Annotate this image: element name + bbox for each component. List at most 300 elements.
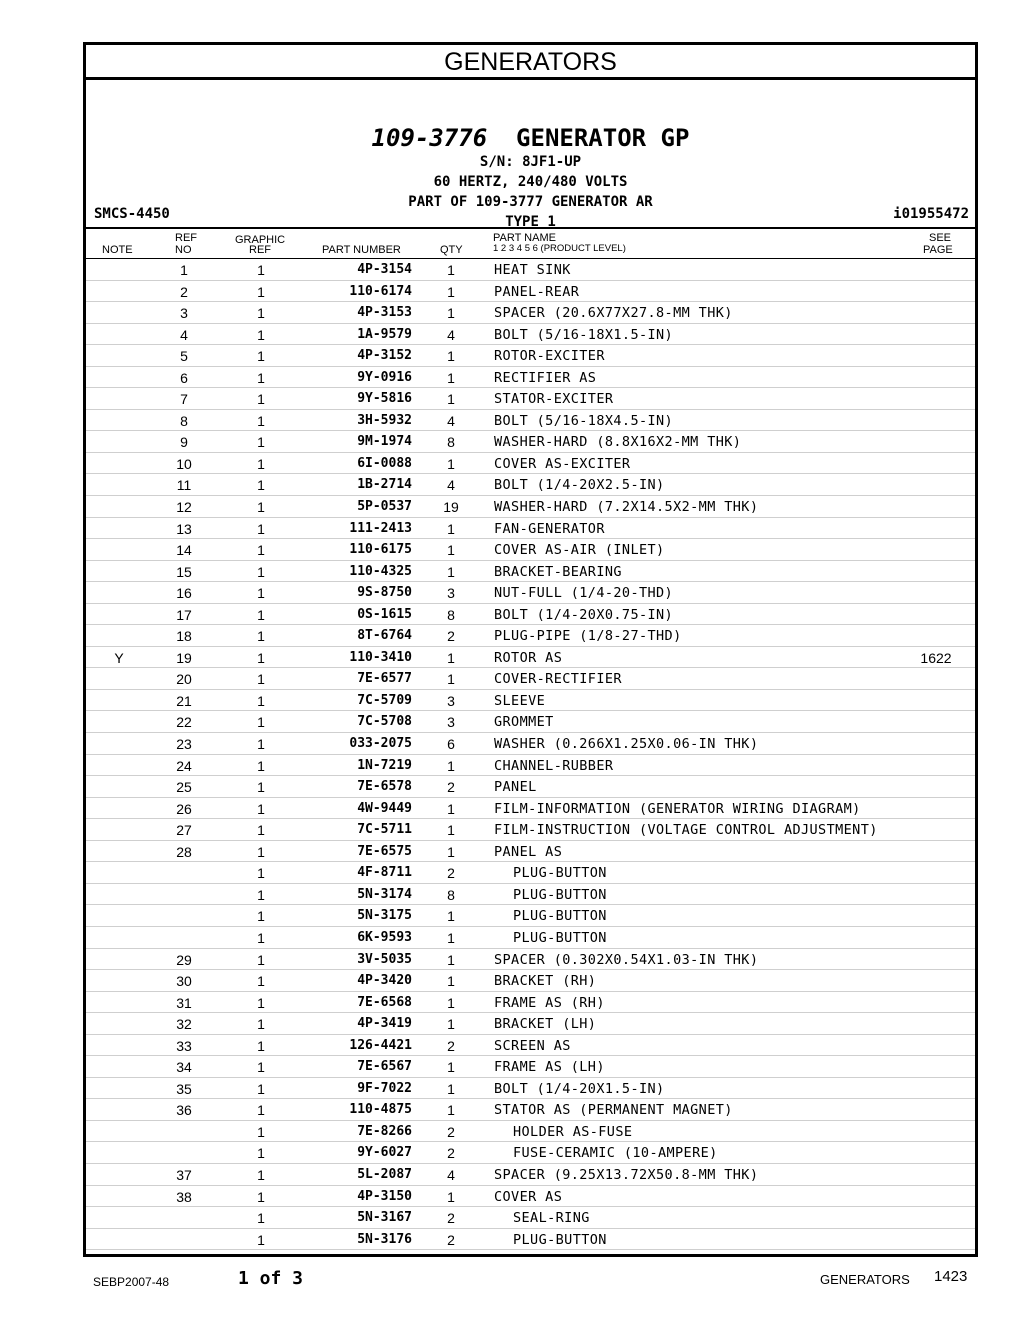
ref-no-cell: 22 [176, 714, 192, 731]
type-line: TYPE 1 [505, 214, 556, 230]
ref-no-cell: 37 [176, 1166, 192, 1183]
graphic-ref-cell: 1 [257, 736, 265, 753]
table-row [86, 604, 975, 626]
qty-cell: 1 [447, 283, 455, 300]
graphic-ref-cell: 1 [257, 1188, 265, 1205]
ref-no-cell: 28 [176, 843, 192, 860]
serial-number-line: S/N: 8JF1-UP [479, 154, 582, 170]
qty-cell: 1 [447, 391, 455, 408]
part-name-cell: BRACKET (LH) [494, 1016, 597, 1033]
qty-cell: 1 [447, 843, 455, 860]
table-row [86, 755, 975, 777]
part-number-cell: 7E-6578 [357, 779, 412, 795]
see-page-cell: 1622 [920, 649, 952, 666]
ref-no-cell: 25 [176, 779, 192, 796]
table-row [86, 1121, 975, 1143]
table-row [86, 496, 975, 518]
table-row [86, 1186, 975, 1208]
table-row [86, 410, 975, 432]
table-row [86, 819, 975, 841]
ref-no-cell: 34 [176, 1059, 192, 1076]
part-number-cell: 3H-5932 [357, 412, 412, 428]
ref-no-cell: 26 [176, 800, 192, 817]
part-number-cell: 6I-0088 [357, 455, 412, 471]
qty-cell: 1 [447, 563, 455, 580]
ref-no-cell: 18 [176, 628, 192, 645]
part-name-cell: STATOR-EXCITER [494, 391, 614, 408]
part-name-cell: FRAME AS (LH) [494, 1059, 605, 1076]
table-row [86, 1142, 975, 1164]
part-number-cell: 110-3410 [349, 649, 412, 665]
ref-no-cell: 31 [176, 994, 192, 1011]
ref-no-cell: 10 [176, 455, 192, 472]
graphic-ref-cell: 1 [257, 1210, 265, 1227]
publication-number: SEBP2007-48 [93, 1275, 170, 1289]
part-number-cell: 1B-2714 [357, 477, 412, 493]
part-name-cell: CHANNEL-RUBBER [494, 757, 614, 774]
table-row [86, 259, 975, 281]
graphic-ref-cell: 1 [257, 369, 265, 386]
table-row [86, 431, 975, 453]
part-name-cell: SPACER (20.6X77X27.8-MM THK) [494, 305, 733, 322]
part-name-cell: FRAME AS (RH) [494, 994, 605, 1011]
part-number-cell: 9Y-5816 [357, 391, 412, 407]
graphic-ref-cell: 1 [257, 649, 265, 666]
qty-cell: 2 [447, 628, 455, 645]
part-number-cell: 9M-1974 [357, 434, 412, 450]
ref-no-cell: 11 [176, 477, 192, 494]
table-row [86, 798, 975, 820]
part-name-cell: BOLT (1/4-20X1.5-IN) [494, 1080, 665, 1097]
part-name-cell: BRACKET (RH) [494, 973, 597, 990]
qty-cell: 2 [447, 1037, 455, 1054]
part-number-cell: 033-2075 [349, 736, 412, 752]
graphic-ref-cell: 1 [257, 671, 265, 688]
part-name-cell: PLUG-BUTTON [513, 929, 607, 946]
graphic-ref-cell: 1 [257, 542, 265, 559]
table-row [86, 927, 975, 949]
graphic-ref-cell: 1 [257, 1059, 265, 1076]
smcs-code: SMCS-4450 [94, 206, 170, 222]
ref-no-cell: 33 [176, 1037, 192, 1054]
graphic-ref-cell: 1 [257, 822, 265, 839]
qty-cell: 1 [447, 1102, 455, 1119]
section-title: GENERATORS [86, 45, 975, 80]
ref-no-cell: 7 [180, 391, 188, 408]
page-of: 1 of 3 [238, 1268, 304, 1289]
part-number-cell: 110-4325 [349, 563, 412, 579]
graphic-ref-cell: 1 [257, 886, 265, 903]
ref-no-cell: 4 [180, 326, 188, 343]
table-row [86, 367, 975, 389]
table-row [86, 324, 975, 346]
table-row [86, 647, 975, 669]
ref-no-cell: 9 [180, 434, 188, 451]
ref-no-cell: 15 [176, 563, 192, 580]
part-number-cell: 111-2413 [349, 520, 412, 536]
group-title [86, 124, 975, 152]
part-name-cell: COVER AS-EXCITER [494, 455, 631, 472]
footer-page-number: 1423 [934, 1268, 968, 1285]
part-name-cell: PANEL-REAR [494, 283, 580, 300]
part-name-cell: WASHER-HARD (8.8X16X2-MM THK) [494, 434, 742, 451]
table-row [86, 388, 975, 410]
part-number-cell: 5N-3176 [357, 1231, 412, 1247]
part-name-cell: FUSE-CERAMIC (10-AMPERE) [513, 1145, 718, 1162]
part-number-cell: 6K-9593 [357, 929, 412, 945]
col-ref-bottom: NO [175, 244, 192, 256]
part-number-cell: 5L-2087 [357, 1166, 412, 1182]
ref-no-cell: 1 [180, 262, 188, 278]
part-number-cell: 4P-3153 [357, 305, 412, 321]
qty-cell: 1 [447, 649, 455, 666]
graphic-ref-cell: 1 [257, 348, 265, 365]
qty-cell: 1 [447, 305, 455, 322]
part-name-cell: SLEEVE [494, 692, 546, 709]
graphic-ref-cell: 1 [257, 477, 265, 494]
table-row [86, 711, 975, 733]
illustration-id: i01955472 [893, 206, 969, 222]
part-number-cell: 8T-6764 [357, 628, 412, 644]
part-number-cell: 126-4421 [349, 1037, 412, 1053]
ref-no-cell: 12 [176, 499, 192, 516]
qty-cell: 4 [447, 1166, 455, 1183]
note-cell: Y [114, 649, 124, 666]
qty-cell: 2 [447, 1231, 455, 1248]
page-footer [0, 1268, 1020, 1292]
part-number-cell: 4P-3152 [357, 348, 412, 364]
part-number-cell: 7E-6568 [357, 994, 412, 1010]
qty-cell: 1 [447, 1016, 455, 1033]
table-row [86, 474, 975, 496]
col-qty: QTY [440, 244, 463, 256]
part-number-cell: 110-6174 [349, 283, 412, 299]
table-row [86, 862, 975, 884]
col-ref-top: REF [175, 232, 197, 244]
part-number-cell: 7C-5711 [357, 822, 412, 838]
graphic-ref-cell: 1 [257, 283, 265, 300]
ref-no-cell: 5 [180, 348, 188, 365]
qty-cell: 1 [447, 369, 455, 386]
qty-cell: 8 [447, 434, 455, 451]
group-name: GENERATOR GP [516, 124, 690, 152]
part-of-line: PART OF 109-3777 GENERATOR AR [408, 194, 653, 210]
qty-cell: 2 [447, 865, 455, 882]
graphic-ref-cell: 1 [257, 779, 265, 796]
graphic-ref-cell: 1 [257, 1102, 265, 1119]
graphic-ref-cell: 1 [257, 908, 265, 925]
part-number-cell: 5N-3167 [357, 1210, 412, 1226]
graphic-ref-cell: 1 [257, 973, 265, 990]
part-number-cell: 1N-7219 [357, 757, 412, 773]
qty-cell: 8 [447, 886, 455, 903]
part-name-cell: COVER AS [494, 1188, 563, 1205]
table-row [86, 302, 975, 324]
table-row [86, 1035, 975, 1057]
part-name-cell: SPACER (9.25X13.72X50.8-MM THK) [494, 1166, 759, 1183]
part-number-cell: 4F-8711 [357, 865, 412, 881]
graphic-ref-cell: 1 [257, 1123, 265, 1140]
ref-no-cell: 23 [176, 736, 192, 753]
graphic-ref-cell: 1 [257, 1016, 265, 1033]
table-row [86, 345, 975, 367]
qty-cell: 1 [447, 348, 455, 365]
col-part-name: PART NAME [493, 232, 556, 244]
table-row [86, 518, 975, 540]
graphic-ref-cell: 1 [257, 800, 265, 817]
part-name-cell: FAN-GENERATOR [494, 520, 605, 537]
part-name-cell: PLUG-BUTTON [513, 865, 607, 882]
ref-no-cell: 32 [176, 1016, 192, 1033]
part-name-cell: ROTOR-EXCITER [494, 348, 605, 365]
group-part-number: 109-3776 [371, 124, 488, 152]
table-row [86, 625, 975, 647]
qty-cell: 4 [447, 412, 455, 429]
qty-cell: 1 [447, 1188, 455, 1205]
part-name-cell: PANEL AS [494, 843, 563, 860]
parts-page-frame [83, 42, 978, 1257]
graphic-ref-cell: 1 [257, 692, 265, 709]
graphic-ref-cell: 1 [257, 1231, 265, 1248]
part-number-cell: 110-4875 [349, 1102, 412, 1118]
part-name-cell: SCREEN AS [494, 1037, 571, 1054]
table-row [86, 841, 975, 863]
qty-cell: 1 [447, 994, 455, 1011]
qty-cell: 3 [447, 585, 455, 602]
graphic-ref-cell: 1 [257, 455, 265, 472]
table-row [86, 281, 975, 303]
table-row [86, 1229, 975, 1251]
part-number-cell: 7E-6567 [357, 1059, 412, 1075]
group-header [86, 80, 975, 229]
qty-cell: 4 [447, 477, 455, 494]
part-name-cell: PLUG-PIPE (1/8-27-THD) [494, 628, 682, 645]
part-number-cell: 7E-8266 [357, 1123, 412, 1139]
part-name-cell: HOLDER AS-FUSE [513, 1123, 633, 1140]
ref-no-cell: 36 [176, 1102, 192, 1119]
part-name-cell: WASHER (0.266X1.25X0.06-IN THK) [494, 736, 759, 753]
column-headers [86, 229, 975, 259]
table-row [86, 970, 975, 992]
graphic-ref-cell: 1 [257, 628, 265, 645]
graphic-ref-cell: 1 [257, 929, 265, 946]
qty-cell: 1 [447, 671, 455, 688]
part-name-cell: BOLT (1/4-20X2.5-IN) [494, 477, 665, 494]
qty-cell: 1 [447, 951, 455, 968]
graphic-ref-cell: 1 [257, 305, 265, 322]
col-part-number: PART NUMBER [322, 244, 401, 256]
part-number-cell: 9F-7022 [357, 1080, 412, 1096]
table-row [86, 582, 975, 604]
col-graphic-bottom: REF [249, 244, 271, 256]
part-number-cell: 9S-8750 [357, 585, 412, 601]
qty-cell: 1 [447, 757, 455, 774]
graphic-ref-cell: 1 [257, 994, 265, 1011]
part-name-cell: BOLT (5/16-18X4.5-IN) [494, 412, 674, 429]
ref-no-cell: 21 [176, 692, 192, 709]
part-number-cell: 5N-3174 [357, 886, 412, 902]
part-name-cell: PANEL [494, 779, 537, 796]
graphic-ref-cell: 1 [257, 1145, 265, 1162]
part-name-cell: FILM-INSTRUCTION (VOLTAGE CONTROL ADJUSTMENT) [494, 822, 878, 839]
ref-no-cell: 6 [180, 369, 188, 386]
part-name-cell: PLUG-BUTTON [513, 886, 607, 903]
graphic-ref-cell: 1 [257, 865, 265, 882]
parts-list [86, 259, 975, 1250]
part-number-cell: 5N-3175 [357, 908, 412, 924]
part-number-cell: 7C-5708 [357, 714, 412, 730]
graphic-ref-cell: 1 [257, 520, 265, 537]
qty-cell: 8 [447, 606, 455, 623]
part-name-cell: STATOR AS (PERMANENT MAGNET) [494, 1102, 733, 1119]
table-row [86, 539, 975, 561]
ref-no-cell: 19 [176, 649, 192, 666]
graphic-ref-cell: 1 [257, 1080, 265, 1097]
graphic-ref-cell: 1 [257, 1166, 265, 1183]
table-row [86, 992, 975, 1014]
graphic-ref-cell: 1 [257, 499, 265, 516]
part-name-cell: PLUG-BUTTON [513, 1231, 607, 1248]
part-number-cell: 7E-6577 [357, 671, 412, 687]
qty-cell: 19 [443, 499, 459, 516]
table-row [86, 1164, 975, 1186]
graphic-ref-cell: 1 [257, 434, 265, 451]
ref-no-cell: 30 [176, 973, 192, 990]
ref-no-cell: 27 [176, 822, 192, 839]
col-graphic-top: GRAPHIC [235, 234, 286, 246]
graphic-ref-cell: 1 [257, 606, 265, 623]
ref-no-cell: 3 [180, 305, 188, 322]
graphic-ref-cell: 1 [257, 326, 265, 343]
part-number-cell: 9Y-6027 [357, 1145, 412, 1161]
graphic-ref-cell: 1 [257, 1037, 265, 1054]
part-name-cell: HEAT SINK [494, 262, 571, 278]
table-row [86, 453, 975, 475]
part-name-cell: SPACER (0.302X0.54X1.03-IN THK) [494, 951, 759, 968]
part-name-cell: BRACKET-BEARING [494, 563, 622, 580]
table-row [86, 905, 975, 927]
table-row [86, 884, 975, 906]
graphic-ref-cell: 1 [257, 563, 265, 580]
table-row [86, 776, 975, 798]
ref-no-cell: 17 [176, 606, 192, 623]
ref-no-cell: 38 [176, 1188, 192, 1205]
ref-no-cell: 20 [176, 671, 192, 688]
qty-cell: 4 [447, 326, 455, 343]
qty-cell: 1 [447, 1059, 455, 1076]
ref-no-cell: 14 [176, 542, 192, 559]
table-row [86, 1099, 975, 1121]
col-see-top: SEE [929, 232, 952, 244]
qty-cell: 1 [447, 929, 455, 946]
qty-cell: 2 [447, 1145, 455, 1162]
part-name-cell: WASHER-HARD (7.2X14.5X2-MM THK) [494, 499, 759, 516]
qty-cell: 1 [447, 800, 455, 817]
qty-cell: 1 [447, 908, 455, 925]
graphic-ref-cell: 1 [257, 585, 265, 602]
ref-no-cell: 2 [180, 283, 188, 300]
table-row [86, 949, 975, 971]
part-name-cell: GROMMET [494, 714, 554, 731]
qty-cell: 6 [447, 736, 455, 753]
part-number-cell: 4W-9449 [357, 800, 412, 816]
graphic-ref-cell: 1 [257, 714, 265, 731]
table-row [86, 690, 975, 712]
part-name-cell: ROTOR AS [494, 649, 563, 666]
table-row [86, 1078, 975, 1100]
part-number-cell: 110-6175 [349, 542, 412, 558]
table-row [86, 1056, 975, 1078]
part-number-cell: 3V-5035 [357, 951, 412, 967]
frequency-voltage-line: 60 HERTZ, 240/480 VOLTS [433, 174, 628, 190]
part-name-cell: NUT-FULL (1/4-20-THD) [494, 585, 674, 602]
part-name-cell: COVER AS-AIR (INLET) [494, 542, 665, 559]
part-name-cell: SEAL-RING [513, 1210, 590, 1227]
part-number-cell: 9Y-0916 [357, 369, 412, 385]
qty-cell: 2 [447, 779, 455, 796]
part-name-cell: BOLT (1/4-20X0.75-IN) [494, 606, 674, 623]
qty-cell: 2 [447, 1210, 455, 1227]
part-number-cell: 7C-5709 [357, 692, 412, 708]
part-name-cell: PLUG-BUTTON [513, 908, 607, 925]
ref-no-cell: 24 [176, 757, 192, 774]
footer-section: GENERATORS [820, 1272, 910, 1287]
ref-no-cell: 29 [176, 951, 192, 968]
graphic-ref-cell: 1 [257, 391, 265, 408]
part-number-cell: 4P-3154 [357, 262, 412, 277]
graphic-ref-cell: 1 [257, 757, 265, 774]
col-product-level: 1 2 3 4 5 6 (PRODUCT LEVEL) [493, 243, 626, 254]
table-row [86, 668, 975, 690]
part-name-cell: COVER-RECTIFIER [494, 671, 622, 688]
part-number-cell: 0S-1615 [357, 606, 412, 622]
ref-no-cell: 13 [176, 520, 192, 537]
ref-no-cell: 8 [180, 412, 188, 429]
qty-cell: 2 [447, 1123, 455, 1140]
qty-cell: 3 [447, 692, 455, 709]
table-row [86, 733, 975, 755]
qty-cell: 1 [447, 973, 455, 990]
table-row [86, 1207, 975, 1229]
qty-cell: 1 [447, 455, 455, 472]
part-number-cell: 4P-3150 [357, 1188, 412, 1204]
ref-no-cell: 35 [176, 1080, 192, 1097]
part-name-cell: RECTIFIER AS [494, 369, 597, 386]
qty-cell: 1 [447, 542, 455, 559]
table-row [86, 561, 975, 583]
part-number-cell: 7E-6575 [357, 843, 412, 859]
part-number-cell: 4P-3420 [357, 973, 412, 989]
part-number-cell: 5P-0537 [357, 499, 412, 515]
qty-cell: 1 [447, 520, 455, 537]
graphic-ref-cell: 1 [257, 412, 265, 429]
col-see-bottom: PAGE [923, 244, 953, 256]
part-number-cell: 1A-9579 [357, 326, 412, 342]
part-name-cell: BOLT (5/16-18X1.5-IN) [494, 326, 674, 343]
graphic-ref-cell: 1 [257, 951, 265, 968]
ref-no-cell: 16 [176, 585, 192, 602]
table-row [86, 1013, 975, 1035]
part-name-cell: FILM-INFORMATION (GENERATOR WIRING DIAGRAM) [494, 800, 861, 817]
graphic-ref-cell: 1 [257, 843, 265, 860]
graphic-ref-cell: 1 [257, 262, 265, 278]
qty-cell: 3 [447, 714, 455, 731]
qty-cell: 1 [447, 262, 455, 278]
qty-cell: 1 [447, 822, 455, 839]
qty-cell: 1 [447, 1080, 455, 1097]
col-note: NOTE [102, 244, 133, 256]
part-number-cell: 4P-3419 [357, 1016, 412, 1032]
